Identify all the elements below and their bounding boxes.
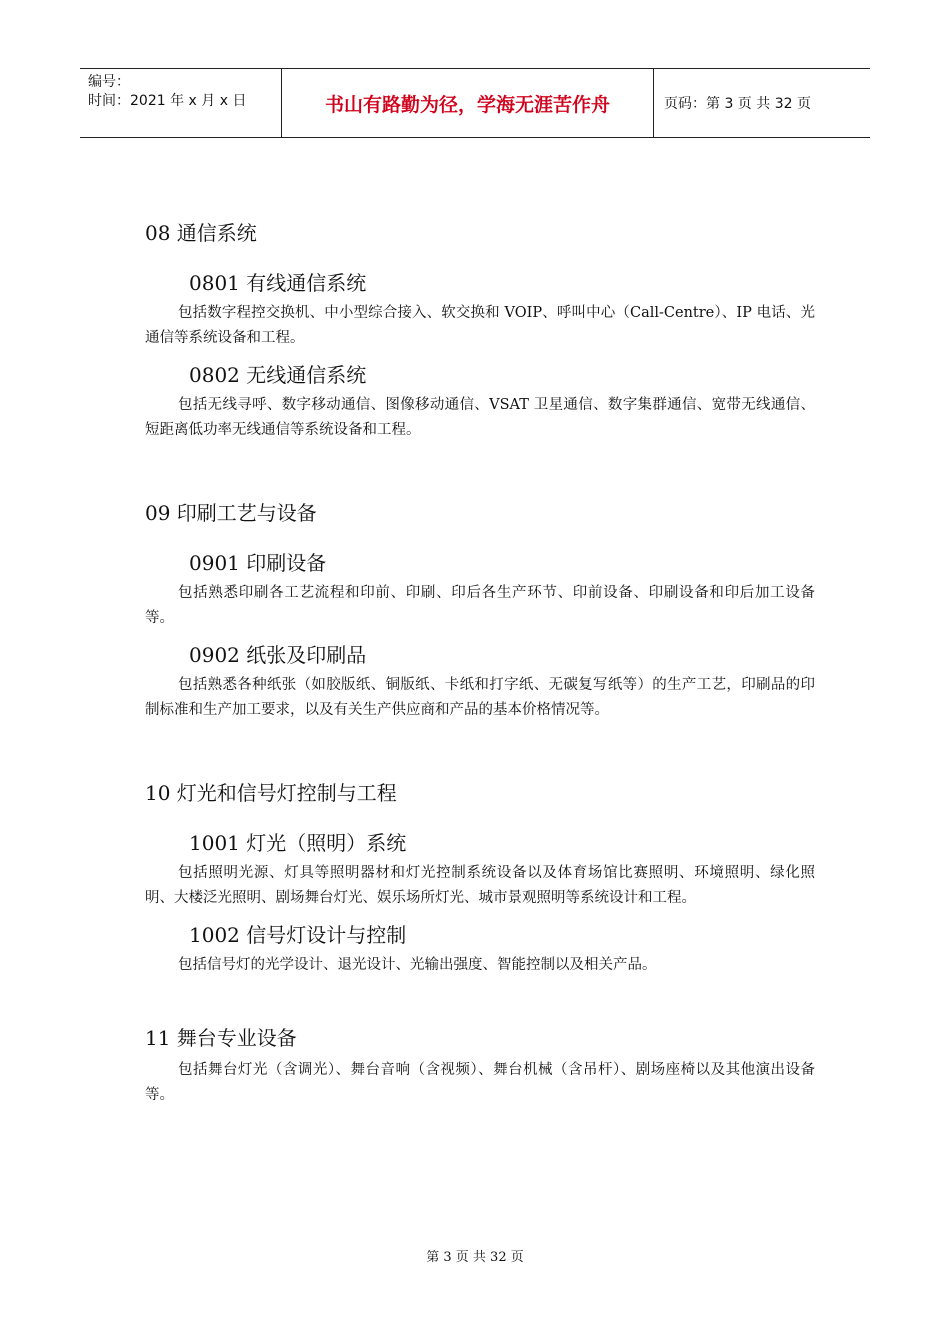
section-title: 08 通信系统 xyxy=(145,221,257,245)
section-title: 10 灯光和信号灯控制与工程 xyxy=(145,781,397,805)
header-page-info: 页码：第 3 页 共 32 页 xyxy=(664,96,811,112)
paragraph: 包括数字程控交换机、中小型综合接入、软交换和 VOIP、呼叫中心（Call-Centre）、IP 电话、光通信等系统设备和工程。 xyxy=(145,305,815,346)
paragraph: 包括熟悉印刷各工艺流程和印前、印刷、印后各生产环节、印前设备、印刷设备和印后加工设备等。 xyxy=(145,585,815,626)
header-meta xyxy=(80,69,282,137)
document-body xyxy=(145,218,815,1108)
paragraph: 包括熟悉各种纸张（如胶版纸、铜版纸、卡纸和打字纸、无碳复写纸等）的生产工艺，印刷品的印制标准和生产加工要求，以及有关生产供应商和产品的基本价格情况等。 xyxy=(145,677,815,718)
document-number-label: 编号： xyxy=(88,74,130,90)
subsection-title: 0802 无线通信系统 xyxy=(189,363,367,387)
section-title: 09 印刷工艺与设备 xyxy=(145,501,317,525)
paragraph: 包括信号灯的光学设计、退光设计、光输出强度、智能控制以及相关产品。 xyxy=(178,957,657,973)
subsection-title: 1002 信号灯设计与控制 xyxy=(189,923,407,947)
paragraph: 包括无线寻呼、数字移动通信、图像移动通信、VSAT 卫星通信、数字集群通信、宽带无线通信、短距离低功率无线通信等系统设备和工程。 xyxy=(145,397,815,438)
subsection-title: 0901 印刷设备 xyxy=(189,551,327,575)
document-time-label: 时间：2021 年 x 月 x 日 xyxy=(88,93,247,109)
subsection-title: 1001 灯光（照明）系统 xyxy=(189,831,407,855)
subsection-title: 0801 有线通信系统 xyxy=(189,271,367,295)
page-header xyxy=(80,68,870,138)
paragraph: 包括照明光源、灯具等照明器材和灯光控制系统设备以及体育场馆比赛照明、环境照明、绿化照明、大楼泛光照明、剧场舞台灯光、娱乐场所灯光、城市景观照明等系统设计和工程。 xyxy=(145,865,815,906)
header-motto: 书山有路勤为径，学海无涯苦作舟 xyxy=(282,69,654,137)
section-title: 11 舞台专业设备 xyxy=(145,1026,297,1050)
page-footer: 第 3 页 共 32 页 xyxy=(426,1250,524,1265)
subsection-title: 0902 纸张及印刷品 xyxy=(189,643,367,667)
paragraph: 包括舞台灯光（含调光）、舞台音响（含视频）、舞台机械（含吊杆）、剧场座椅以及其他演出设备等。 xyxy=(145,1062,815,1103)
